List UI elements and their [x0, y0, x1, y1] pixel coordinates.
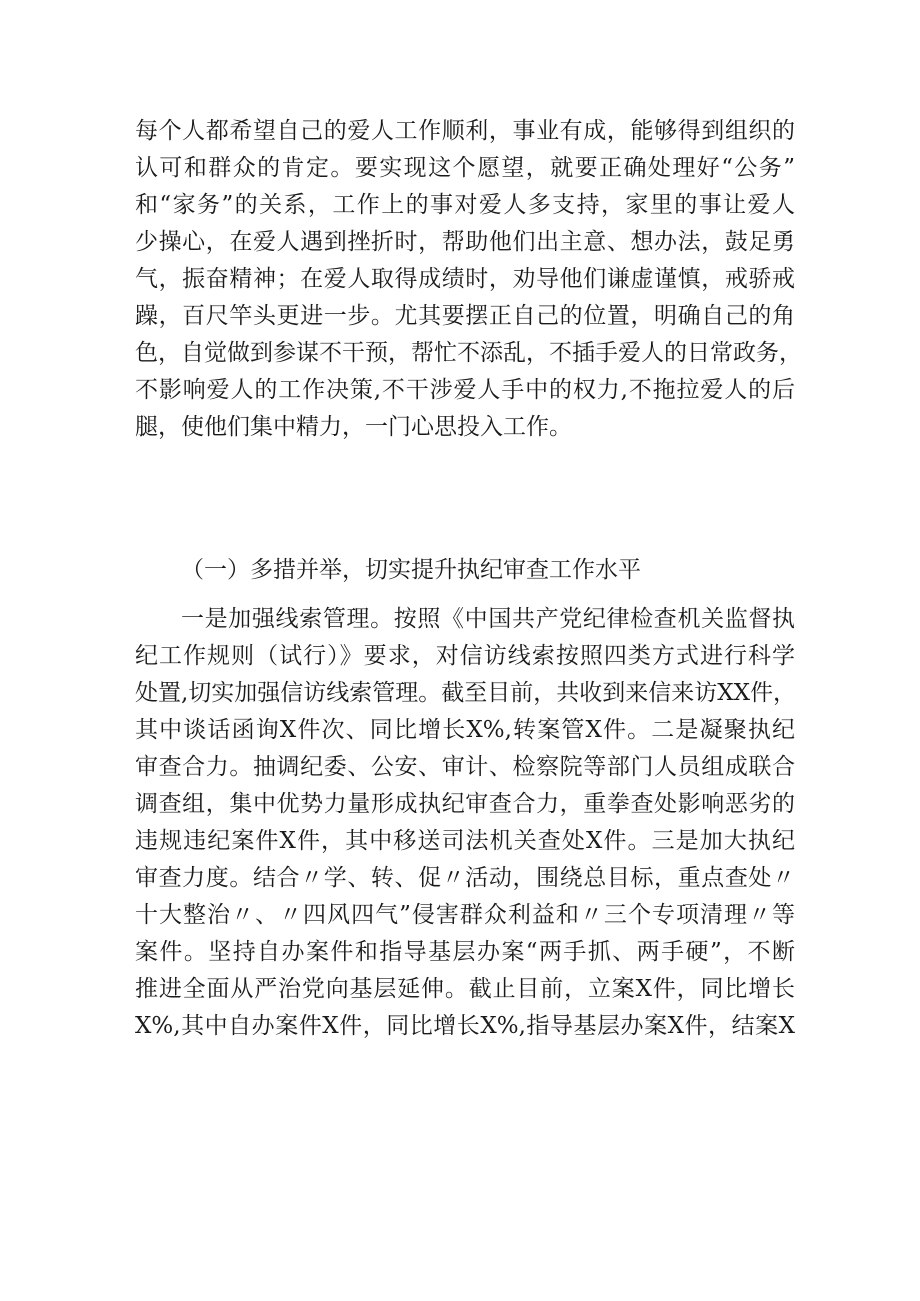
text-line: 十大整治〃、〃四风四气”侵害群众利益和〃三个专项清理〃等	[135, 902, 795, 928]
text-line: X%,其中自办案件X件，同比增长X%,指导基层办案X件，结案X	[135, 1013, 795, 1039]
text-line: 审查力度。结合〃学、转、促〃活动，围绕总目标，重点查处〃	[135, 865, 795, 891]
text-line: 躁，百尺竿头更进一步。尤其要摆正自己的位置，明确自己的角	[135, 303, 795, 329]
section-heading: （一）多措并举，切实提升执纪审查工作水平	[181, 557, 641, 583]
text-line: 色，自觉做到参谋不干预，帮忙不添乱，不插手爱人的日常政务，	[135, 340, 802, 366]
paragraph-spouse-support	[135, 113, 802, 446]
text-line: 腿，使他们集中精力，一门心思投入工作。	[135, 414, 572, 440]
text-line: 认可和群众的肯定。要实现这个愿望，就要正确处理好“公务”	[135, 155, 795, 181]
text-line: 气，振奋精神；在爱人取得成绩时，劝导他们谦虚谨慎，戒骄戒	[135, 266, 795, 292]
text-line: 其中谈话函询X件次、同比增长X%,转案管X件。二是凝聚执纪	[135, 717, 795, 743]
text-line: 案件。坚持自办案件和指导基层办案“两手抓、两手硬”，不断	[135, 939, 795, 965]
paragraph-discipline-review	[135, 601, 795, 1045]
text-line: 每个人都希望自己的爱人工作顺利，事业有成，能够得到组织的	[135, 118, 795, 144]
text-line: 处置,切实加强信访线索管理。截至目前，共收到来信来访XX件，	[135, 680, 797, 706]
section-heading-block	[135, 552, 795, 589]
text-line: 调查组，集中优势力量形成执纪审查合力，重拳查处影响恶劣的	[135, 791, 795, 817]
text-line: 一是加强线索管理。按照《中国共产党纪律检查机关监督执	[181, 606, 795, 632]
text-line: 违规违纪案件X件，其中移送司法机关查处X件。三是加大执纪	[135, 828, 795, 854]
text-line: 审查合力。抽调纪委、公安、审计、检察院等部门人员组成联合	[135, 754, 795, 780]
text-line: 和“家务”的关系，工作上的事对爱人多支持，家里的事让爱人	[135, 192, 795, 218]
text-line: 纪工作规则（试行）》要求，对信访线索按照四类方式进行科学	[135, 643, 795, 669]
text-line: 少操心，在爱人遇到挫折时，帮助他们出主意、想办法，鼓足勇	[135, 229, 795, 255]
text-line: 推进全面从严治党向基层延伸。截止目前，立案X件，同比增长	[135, 976, 795, 1002]
text-line: 不影响爱人的工作决策,不干涉爱人手中的权力,不拖拉爱人的后	[135, 377, 795, 403]
